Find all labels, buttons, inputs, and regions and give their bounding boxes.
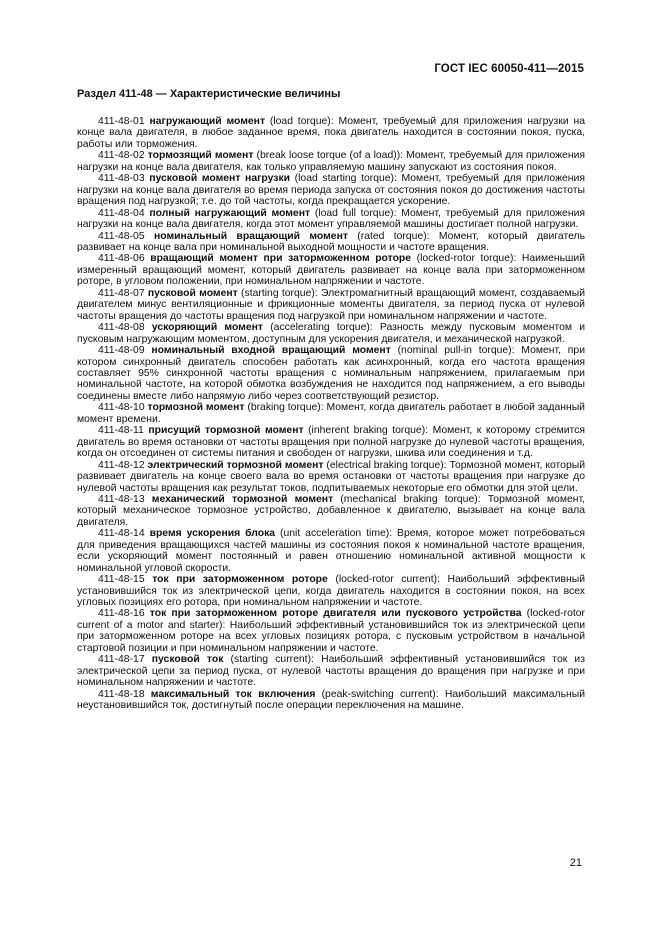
term-definition: (locked-rotor torque): Наименьший измеренный вращающий момент, который двигатель развивает на конце вала при заторможенном роторе, в угловом положении, при номинальном напряжении и частоте.: [77, 253, 586, 288]
term-definition: (rated torque): Момент, который двигатель развивает на конце вала при номинальной выходной мощности и частоте вращения.: [77, 230, 586, 253]
term-number: 411-48-08: [98, 322, 145, 334]
standard-header: ГОСТ IEC 60050-411—2015: [434, 63, 584, 75]
term-number: 411-48-04: [98, 207, 145, 219]
term-definition: (inherent braking torque): Момент, к которому стремится двигатель во время остановки от частоты вращения при полной нагрузке до нулевой частоты вращения, когда он отсоединен от системы питания и свободен от нагрузки, шкива или соединения и т.д.: [77, 425, 585, 460]
term-name: присущий тормозной момент: [148, 425, 304, 437]
term-entry: [77, 173, 585, 207]
term-entry: [77, 253, 585, 287]
term-definition: (starting current): Наибольший эффективный установившийся ток из электрической цепи за период пуска, от нулевой частоты вращения до вращения при нагрузке и при номинальном напряжении и частоте.: [77, 654, 585, 689]
term-definition: (locked-rotor current of a motor and starter): Наибольший эффективный установившийся ток из электрической цепи при заторможенном роторе на всех угловых позициях ротора, с пусковым устройством в начальной стартовой позиции и при номинальном напряжении и частоте.: [77, 608, 585, 654]
term-name: пусковой момент: [147, 287, 238, 299]
term-entry: [77, 402, 585, 425]
term-number: 411-48-02: [98, 150, 145, 162]
term-name: максимальный ток включения: [150, 688, 316, 700]
term-definition: (accelerating torque): Разность между пусковым моментом и пусковым нагружающим моментом, доступным для ускорения двигателя, и механической нагрузкой.: [77, 322, 586, 345]
term-definition: (peak-switching current): Наибольший максимальный неустановившийся ток, достигнутый после операции переключения на машине.: [77, 688, 585, 712]
term-name: тормозящий момент: [147, 150, 254, 162]
term-entry: [77, 322, 585, 345]
page-number: 21: [569, 857, 582, 869]
term-entry: [77, 608, 585, 654]
term-name: пусковой ток: [151, 654, 224, 666]
term-name: пусковой момент нагрузки: [149, 173, 291, 185]
term-definition: (locked-rotor current): Наибольший эффективный установившийся ток из электрической цепи, когда двигатель находится в состоянии покоя, на всех угловых позициях его ротора, при номинальном напряжении и частоте.: [77, 574, 586, 609]
term-definition: (mechanical braking torque): Тормозной момент, который механическое тормозное устройство, добавленное к двигателю, вызывает на конце вала двигателя.: [77, 493, 585, 528]
term-entry: [77, 150, 585, 173]
term-name: механический тормозной момент: [151, 493, 334, 505]
term-number: 411-48-03: [98, 173, 145, 185]
term-entry: [77, 460, 585, 494]
term-name: нагружающий момент: [149, 116, 266, 127]
term-name: тормозной момент: [147, 402, 245, 414]
term-entry: [77, 116, 585, 150]
term-definition: (load torque): Момент, требуемый для приложения нагрузки на конце вала двигателя, в любое заданное время, пока двигатель находится в состоянии покоя, пуска, работы или торможения.: [77, 116, 585, 150]
term-name: ток при заторможенном роторе: [152, 574, 328, 586]
term-number: 411-48-10: [98, 402, 145, 414]
term-entry: [77, 288, 585, 322]
terms-list: [77, 116, 585, 712]
term-name: номинальный входной вращающий момент: [151, 345, 391, 357]
term-entry: [77, 208, 585, 231]
term-entry: [77, 528, 585, 574]
term-name: время ускорения блока: [149, 528, 276, 540]
term-entry: [77, 345, 585, 402]
term-name: ускоряющий момент: [151, 322, 263, 334]
term-name: номинальный вращающий момент: [153, 230, 348, 242]
term-number: 411-48-11: [98, 425, 144, 437]
term-entry: [77, 654, 585, 688]
term-definition: (load full torque): Момент, требуемый для приложения нагрузки на конце вала двигателя, когда этот момент управляемой машины достигает полной нагрузки.: [77, 207, 585, 231]
term-number: 411-48-16: [98, 608, 145, 620]
term-number: 411-48-09: [98, 345, 145, 357]
term-number: 411-48-17: [98, 654, 145, 666]
term-number: 411-48-13: [98, 493, 145, 505]
term-name: вращающий момент при заторможенном роторе: [150, 253, 412, 265]
term-number: 411-48-15: [98, 574, 145, 586]
term-entry: [77, 574, 585, 608]
term-definition: (break loose torque (of a load)): Момент, требуемый для приложения нагрузки на конце вала двигателя, как только управляемую машину запускают из состояния покоя.: [77, 150, 585, 173]
term-entry: [77, 231, 585, 254]
term-definition: (starting torque): Электромагнитный вращающий момент, создаваемый двигателем минус вентиляционные и фрикционные моменты двигателя, за период пуска от нулевой частоты вращения до частоты вращения под нагрузкой при номинальном напряжении и частоте.: [77, 287, 585, 322]
term-number: 411-48-12: [98, 459, 145, 471]
term-definition: (unit acceleration time): Время, которое может потребоваться для приведения вращающихся частей машины из состояния покоя к номинальной частоте вращения, если ускоряющий момент постоянный и равен отношению номинальной активной мощности к номинальной угловой скорости.: [77, 528, 585, 574]
term-name: полный нагружающий момент: [149, 207, 311, 219]
section-title: Раздел 411-48 — Характеристические величины: [77, 88, 341, 100]
term-number: 411-48-07: [98, 287, 145, 299]
term-entry: [77, 425, 585, 459]
term-definition: (load starting torque): Момент, требуемый для приложения нагрузки на конце вала двигателя во время периода запуска от состояния покоя до достижения частоты вращения под нагрузкой; т.е. до той частоты, когда прекращается ускорение.: [77, 173, 585, 208]
term-definition: (nominal pull-in torque): Момент, при котором синхронный двигатель способен работать как асинхронный, когда его частота вращения составляет 95% синхронной частоты вращения с номинальным напряжением, прилагаемым при номинальной частоте, на которой обмотка возбуждения не находится под напряжением, а его выводы соединены вместе либо напрямую либо через соответствующий резистор.: [77, 345, 585, 402]
term-entry: [77, 689, 585, 712]
term-entry: [77, 494, 585, 528]
term-number: 411-48-14: [98, 528, 145, 540]
term-number: 411-48-06: [98, 253, 145, 265]
term-definition: (electrical braking torque): Тормозной момент, который развивает двигатель на конце своего вала во время остановки от частоты вращения при нагрузке до нулевой частоты вращения как результат токов, подпитываемых некоторые его обмотки для этой цели.: [77, 459, 586, 494]
term-definition: (braking torque): Момент, когда двигатель работает в любой заданный момент времени.: [77, 402, 585, 425]
term-name: электрический тормозной момент: [147, 459, 324, 471]
term-name: ток при заторможенном роторе двигателя или пускового устройства: [149, 608, 522, 620]
term-number: 411-48-01: [98, 116, 145, 127]
term-number: 411-48-18: [98, 688, 145, 700]
term-number: 411-48-05: [98, 230, 145, 242]
